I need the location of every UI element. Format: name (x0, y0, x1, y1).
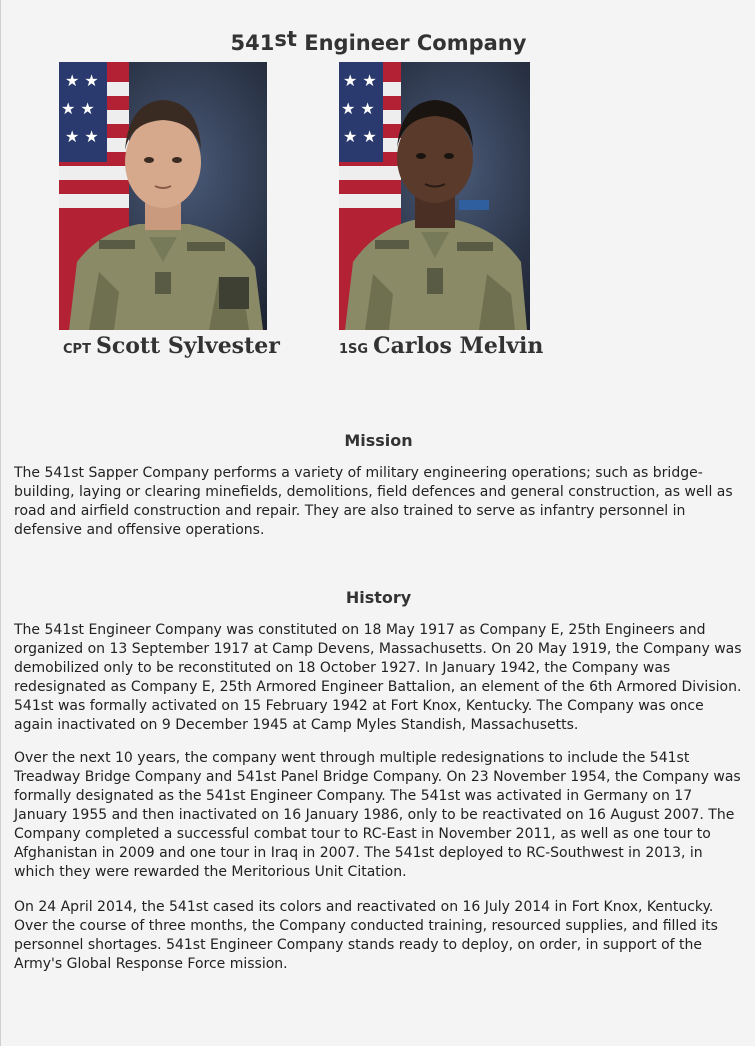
svg-text:★ ★: ★ ★ (343, 71, 377, 90)
svg-text:★ ★: ★ ★ (65, 127, 99, 146)
title-number: 541 (230, 31, 275, 55)
history-paragraph-3: On 24 April 2014, the 541st cased its colors and reactivated on 16 July 2014 in Fort Knox, Kentucky. Over the course of three months, the Company conducted training, resourced supplies, and filled its personnel shortages. 541st Engineer Company stands ready to deploy, on order, in support of the Army's Global Response Force mission. (14, 899, 718, 972)
page-title (1, 27, 755, 56)
portrait-first-sergeant-image (339, 62, 530, 330)
svg-text:★ ★: ★ ★ (343, 127, 377, 146)
history-paragraph-1: The 541st Engineer Company was constituted on 18 May 1917 as Company E, 25th Engineers and organized on 13 September 1917 at Camp Devens, Massachusetts. On 20 May 1919, the Company was demobilized only to be reconstituted on 18 October 1927. In January 1942, the Company was redesignated as Company E, 25th Armored Engineer Battalion, an element of the 6th Armored Division. 541st was formally activated on 15 February 1942 at Fort Knox, Kentucky. The Company was once again inactivated on 9 December 1945 at Camp Myles Standish, Massachusetts. (14, 622, 742, 733)
rank-first-sergeant: 1SG (339, 342, 369, 357)
history-heading: History (345, 588, 412, 607)
rank-commander: CPT (63, 342, 91, 357)
history-paragraph-2: Over the next 10 years, the company went through multiple redesignations to include the 541st Treadway Bridge Company and 541st Panel Bridge Company. On 23 November 1954, the Company was formally designated as the 541st Engineer Company. The 541st was activated in Germany on 17 January 1955 and then inactivated on 16 January 1986, only to be reactivated on 16 August 2007. The Company completed a successful combat tour to RC-East in November 2011, as well as one tour to Afghanistan in 2009 and one tour in Iraq in 2007. The 541st deployed to RC-Southwest in 2013, in which they were rewarded the Meritorious Unit Citation. (14, 750, 741, 880)
portrait-commander (59, 62, 267, 330)
svg-text:★ ★: ★ ★ (61, 99, 95, 118)
portrait-first-sergeant (339, 62, 530, 330)
leader-name-commander (63, 332, 280, 364)
name-first-sergeant: Carlos Melvin (373, 333, 544, 359)
name-commander: Scott Sylvester (95, 333, 280, 359)
title-ordinal: st (274, 27, 297, 51)
portrait-commander-image (59, 62, 267, 330)
title-text: Engineer Company (296, 31, 527, 55)
mission-paragraph: The 541st Sapper Company performs a variety of military engineering operations; such as bridge-building, laying or clearing minefields, demolitions, field defences and general construction, as well as road and airfield construction and repair. They are also trained to serve as infantry personnel in defensive and offensive operations. (14, 465, 733, 538)
leader-name-first-sergeant (339, 332, 543, 364)
svg-text:★ ★: ★ ★ (341, 99, 375, 118)
mission-heading: Mission (344, 431, 413, 450)
svg-text:★ ★: ★ ★ (65, 71, 99, 90)
